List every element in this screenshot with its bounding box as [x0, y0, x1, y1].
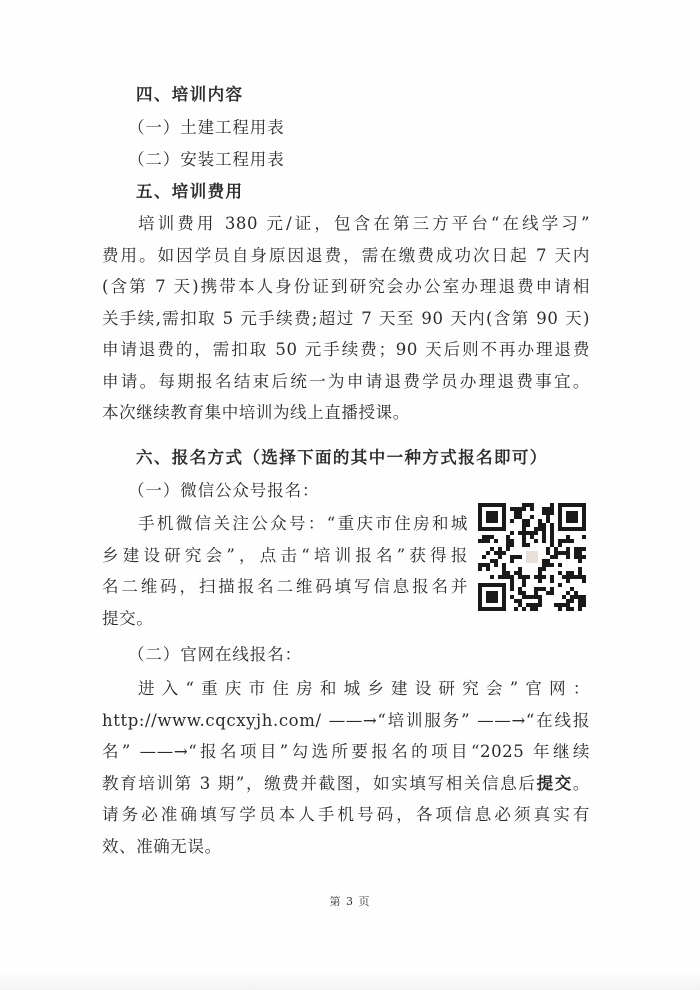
qr-module: [526, 543, 530, 547]
qr-module: [566, 539, 570, 543]
qr-module: [494, 559, 498, 563]
qr-module: [570, 539, 574, 543]
qr-module: [490, 535, 494, 539]
qr-module: [550, 563, 554, 567]
qr-module: [538, 595, 542, 599]
qr-module: [518, 575, 522, 579]
qr-module: [542, 523, 546, 527]
submit-bold-text: 提交: [536, 773, 573, 793]
qr-module: [558, 543, 562, 547]
qr-module: [522, 503, 526, 507]
qr-module: [554, 555, 558, 559]
qr-finder-center: [486, 511, 498, 523]
qr-module: [478, 567, 482, 571]
qr-module: [514, 599, 518, 603]
qr-module: [526, 575, 530, 579]
qr-module: [498, 555, 502, 559]
qr-module: [566, 555, 570, 559]
qr-module: [502, 551, 506, 555]
qr-module: [534, 603, 538, 607]
qr-module: [522, 579, 526, 583]
paragraph-line: http://www.cqcxyjh.com/ ——→“培训服务” ——→“在线报: [102, 710, 590, 730]
paragraph-line: 费用。如因学员自身原因退费，需在缴费成功次日起 7 天内: [102, 245, 590, 265]
paragraph-line: (含第 7 天)携带本人身份证到研究会办公室办理退费申请相: [102, 277, 590, 296]
qr-module: [518, 507, 522, 511]
qr-module: [578, 599, 582, 603]
qr-module: [562, 539, 566, 543]
qr-module: [502, 567, 506, 571]
qr-module: [514, 515, 518, 519]
qr-module: [518, 511, 522, 515]
qr-module: [554, 551, 558, 555]
qr-module: [506, 547, 510, 551]
qr-module: [510, 555, 514, 559]
section-4-item-1: （一）土建工程用表: [128, 118, 285, 137]
qr-module: [550, 527, 554, 531]
qr-module: [510, 595, 514, 599]
qr-module: [546, 559, 550, 563]
paragraph-line: 名二维码，扫描报名二维码填写信息报名并: [102, 577, 468, 596]
qr-module: [534, 575, 538, 579]
qr-module: [530, 503, 534, 507]
qr-module: [514, 511, 518, 515]
qr-module: [566, 551, 570, 555]
qr-module: [578, 575, 582, 579]
qr-module: [570, 595, 574, 599]
qr-module: [538, 571, 542, 575]
qr-module: [522, 519, 526, 523]
qr-module: [538, 519, 542, 523]
qr-module: [526, 531, 530, 535]
qr-module: [522, 535, 526, 539]
section-4-item-2: （二）安装工程用表: [128, 150, 285, 169]
qr-module: [530, 507, 534, 511]
qr-module: [514, 571, 518, 575]
qr-module: [566, 571, 570, 575]
qr-module: [478, 563, 482, 567]
qr-module: [542, 559, 546, 563]
qr-module: [566, 591, 570, 595]
page-number: 第 3 页: [329, 895, 371, 908]
qr-module: [506, 543, 510, 547]
qr-module: [534, 539, 538, 543]
qr-module: [566, 575, 570, 579]
section-4-heading: 四、培训内容: [136, 85, 244, 104]
paragraph-line: 关手续,需扣取 5 元手续费;超过 7 天至 90 天内(含第 90 天): [102, 308, 590, 328]
qr-module: [518, 587, 522, 591]
paragraph-line: 本次继续教育集中培训为线上直播授课。: [102, 403, 410, 422]
qr-module: [542, 527, 546, 531]
qr-module: [550, 587, 554, 591]
qr-module: [546, 507, 550, 511]
qr-module: [578, 571, 582, 575]
qr-module: [514, 507, 518, 511]
qr-module: [546, 519, 550, 523]
qr-module: [522, 583, 526, 587]
qr-module: [582, 575, 586, 579]
qr-module: [558, 603, 562, 607]
paragraph-line: 培训费用 380 元/证，包含在第三方平台“在线学习”: [138, 214, 590, 233]
qr-module: [494, 563, 498, 567]
qr-module: [566, 535, 570, 539]
qr-module: [522, 591, 526, 595]
qr-module: [550, 555, 554, 559]
qr-module: [526, 595, 530, 599]
qr-module: [582, 555, 586, 559]
qr-module: [578, 559, 582, 563]
qr-module: [526, 519, 530, 523]
qr-module: [486, 539, 490, 543]
qr-module: [530, 531, 534, 535]
qr-module: [522, 531, 526, 535]
qr-module: [558, 551, 562, 555]
qr-module: [578, 551, 582, 555]
qr-module: [566, 547, 570, 551]
section-6-heading: 六、报名方式（选择下面的其中一种方式报名即可）: [136, 448, 548, 467]
qr-module: [538, 599, 542, 603]
qr-module: [546, 515, 550, 519]
qr-module: [522, 523, 526, 527]
qr-module: [530, 595, 534, 599]
qr-module: [562, 575, 566, 579]
qr-module: [518, 603, 522, 607]
qr-module: [534, 527, 538, 531]
qr-module: [494, 551, 498, 555]
qr-module: [518, 567, 522, 571]
qr-module: [538, 567, 542, 571]
qr-module: [558, 583, 562, 587]
website-signup-heading: （二）官网在线报名：: [128, 645, 302, 664]
qr-module: [510, 559, 514, 563]
qr-module: [550, 511, 554, 515]
qr-module: [518, 531, 522, 535]
qr-module: [562, 603, 566, 607]
qr-module: [514, 555, 518, 559]
qr-logo: [526, 551, 538, 563]
qr-module: [482, 555, 486, 559]
qr-module: [486, 563, 490, 567]
qr-module: [498, 547, 502, 551]
qr-module: [578, 555, 582, 559]
qr-module: [510, 583, 514, 587]
paragraph-line: 乡建设研究会”，点击“培训报名”获得报: [102, 545, 468, 565]
qr-module: [550, 523, 554, 527]
qr-module: [578, 595, 582, 599]
qr-module: [522, 543, 526, 547]
qr-module: [506, 575, 510, 579]
qr-module: [530, 607, 534, 611]
qr-module: [482, 535, 486, 539]
qr-module: [566, 603, 570, 607]
qr-code-icon: [478, 503, 586, 611]
qr-module: [490, 547, 494, 551]
qr-module: [542, 587, 546, 591]
qr-module: [530, 515, 534, 519]
qr-module: [578, 603, 582, 607]
qr-module: [550, 503, 554, 507]
qr-module: [522, 575, 526, 579]
qr-module: [570, 607, 574, 611]
qr-module: [550, 575, 554, 579]
qr-module: [550, 531, 554, 535]
qr-module: [542, 535, 546, 539]
qr-module: [546, 563, 550, 567]
qr-module: [578, 567, 582, 571]
qr-module: [550, 591, 554, 595]
qr-module: [582, 535, 586, 539]
scan-edge-shadow: [0, 972, 700, 990]
paragraph-line: 请务必准确填写学员本人手机号码，各项信息必须真实有: [102, 805, 590, 824]
qr-module: [494, 539, 498, 543]
qr-module: [518, 599, 522, 603]
qr-module: [558, 539, 562, 543]
qr-module: [550, 535, 554, 539]
qr-module: [534, 587, 538, 591]
qr-module: [530, 535, 534, 539]
qr-module: [546, 547, 550, 551]
qr-module: [490, 559, 494, 563]
section-5-heading: 五、培训费用: [136, 182, 244, 201]
paragraph-line: 申请。每期报名结束后统一为申请退费学员办理退费事宜。: [102, 371, 590, 391]
qr-module: [534, 607, 538, 611]
qr-module: [558, 607, 562, 611]
qr-module: [570, 575, 574, 579]
paragraph-line: 提交。: [102, 608, 154, 628]
qr-module: [514, 607, 518, 611]
qr-finder-center: [486, 591, 498, 603]
qr-module: [510, 579, 514, 583]
qr-module: [534, 531, 538, 535]
qr-module: [522, 507, 526, 511]
qr-module: [522, 527, 526, 531]
paragraph-line: 申请退费的，需扣取 50 元手续费；90 天后则不再办理退费: [102, 340, 590, 359]
qr-module: [554, 547, 558, 551]
qr-module: [550, 507, 554, 511]
qr-module: [482, 563, 486, 567]
qr-module: [562, 551, 566, 555]
qr-module: [534, 595, 538, 599]
qr-module: [542, 575, 546, 579]
qr-module: [506, 571, 510, 575]
qr-module: [510, 543, 514, 547]
qr-module: [566, 579, 570, 583]
qr-module: [542, 539, 546, 543]
qr-module: [538, 527, 542, 531]
qr-module: [502, 563, 506, 567]
qr-module: [582, 579, 586, 583]
qr-module: [542, 567, 546, 571]
qr-module: [522, 539, 526, 543]
qr-module: [502, 571, 506, 575]
qr-module: [478, 539, 482, 543]
qr-module: [542, 507, 546, 511]
qr-module: [510, 575, 514, 579]
qr-module: [510, 519, 514, 523]
qr-module: [542, 531, 546, 535]
qr-module: [510, 587, 514, 591]
qr-module: [486, 567, 490, 571]
paragraph-line-with-bold: [102, 768, 590, 800]
qr-module: [550, 579, 554, 583]
qr-module: [522, 595, 526, 599]
wechat-signup-paragraph: [102, 508, 468, 634]
qr-module: [574, 595, 578, 599]
qr-module: [542, 563, 546, 567]
website-signup-paragraph: [102, 673, 590, 862]
qr-module: [530, 603, 534, 607]
qr-module: [538, 523, 542, 527]
qr-module: [490, 575, 494, 579]
qr-module: [558, 571, 562, 575]
wechat-signup-heading: （一）微信公众号报名：: [128, 481, 320, 500]
qr-module: [550, 539, 554, 543]
qr-module: [538, 587, 542, 591]
qr-module: [526, 523, 530, 527]
paragraph-line-text: 教育培训第 3 期”，缴费并截图，如实填写相关信息后: [102, 773, 537, 793]
qr-module: [510, 507, 514, 511]
qr-module: [526, 603, 530, 607]
qr-module: [562, 595, 566, 599]
qr-module: [502, 575, 506, 579]
qr-module: [578, 547, 582, 551]
end-punctuation: 。: [572, 773, 590, 793]
qr-module: [550, 543, 554, 547]
qr-module: [570, 587, 574, 591]
qr-module: [542, 511, 546, 515]
qr-module: [566, 607, 570, 611]
paragraph-line: 名” ——→“报名项目”勾选所要报名的项目“2025 年继续: [102, 742, 590, 761]
qr-module: [582, 595, 586, 599]
qr-module: [574, 575, 578, 579]
qr-module: [510, 539, 514, 543]
qr-module: [506, 539, 510, 543]
qr-module: [518, 515, 522, 519]
qr-module: [486, 551, 490, 555]
qr-module: [482, 539, 486, 543]
section-5-paragraph: [102, 208, 590, 429]
qr-module: [518, 555, 522, 559]
qr-module: [566, 599, 570, 603]
qr-module: [534, 591, 538, 595]
qr-module: [546, 551, 550, 555]
qr-module: [578, 607, 582, 611]
qr-module: [582, 599, 586, 603]
qr-module: [574, 551, 578, 555]
qr-module: [582, 547, 586, 551]
qr-module: [518, 591, 522, 595]
qr-module: [538, 579, 542, 583]
qr-module: [510, 531, 514, 535]
qr-module: [518, 571, 522, 575]
qr-finder-center: [566, 511, 578, 523]
qr-module: [538, 603, 542, 607]
qr-module: [498, 551, 502, 555]
qr-module: [538, 575, 542, 579]
paragraph-line: 效、准确无误。: [102, 836, 222, 856]
paragraph-line: 进入“重庆市住房和城乡建设研究会”官网：: [138, 679, 590, 698]
qr-module: [574, 555, 578, 559]
qr-module: [546, 511, 550, 515]
qr-module: [582, 603, 586, 607]
qr-module: [570, 599, 574, 603]
qr-module: [498, 575, 502, 579]
qr-module: [574, 547, 578, 551]
qr-module: [522, 607, 526, 611]
qr-module: [558, 563, 562, 567]
qr-module: [574, 591, 578, 595]
qr-module: [526, 503, 530, 507]
qr-module: [570, 571, 574, 575]
qr-module: [486, 535, 490, 539]
paragraph-line: 手机微信关注公众号：“重庆市住房和城: [138, 514, 468, 533]
qr-module: [506, 535, 510, 539]
qr-module: [554, 603, 558, 607]
qr-module: [546, 591, 550, 595]
